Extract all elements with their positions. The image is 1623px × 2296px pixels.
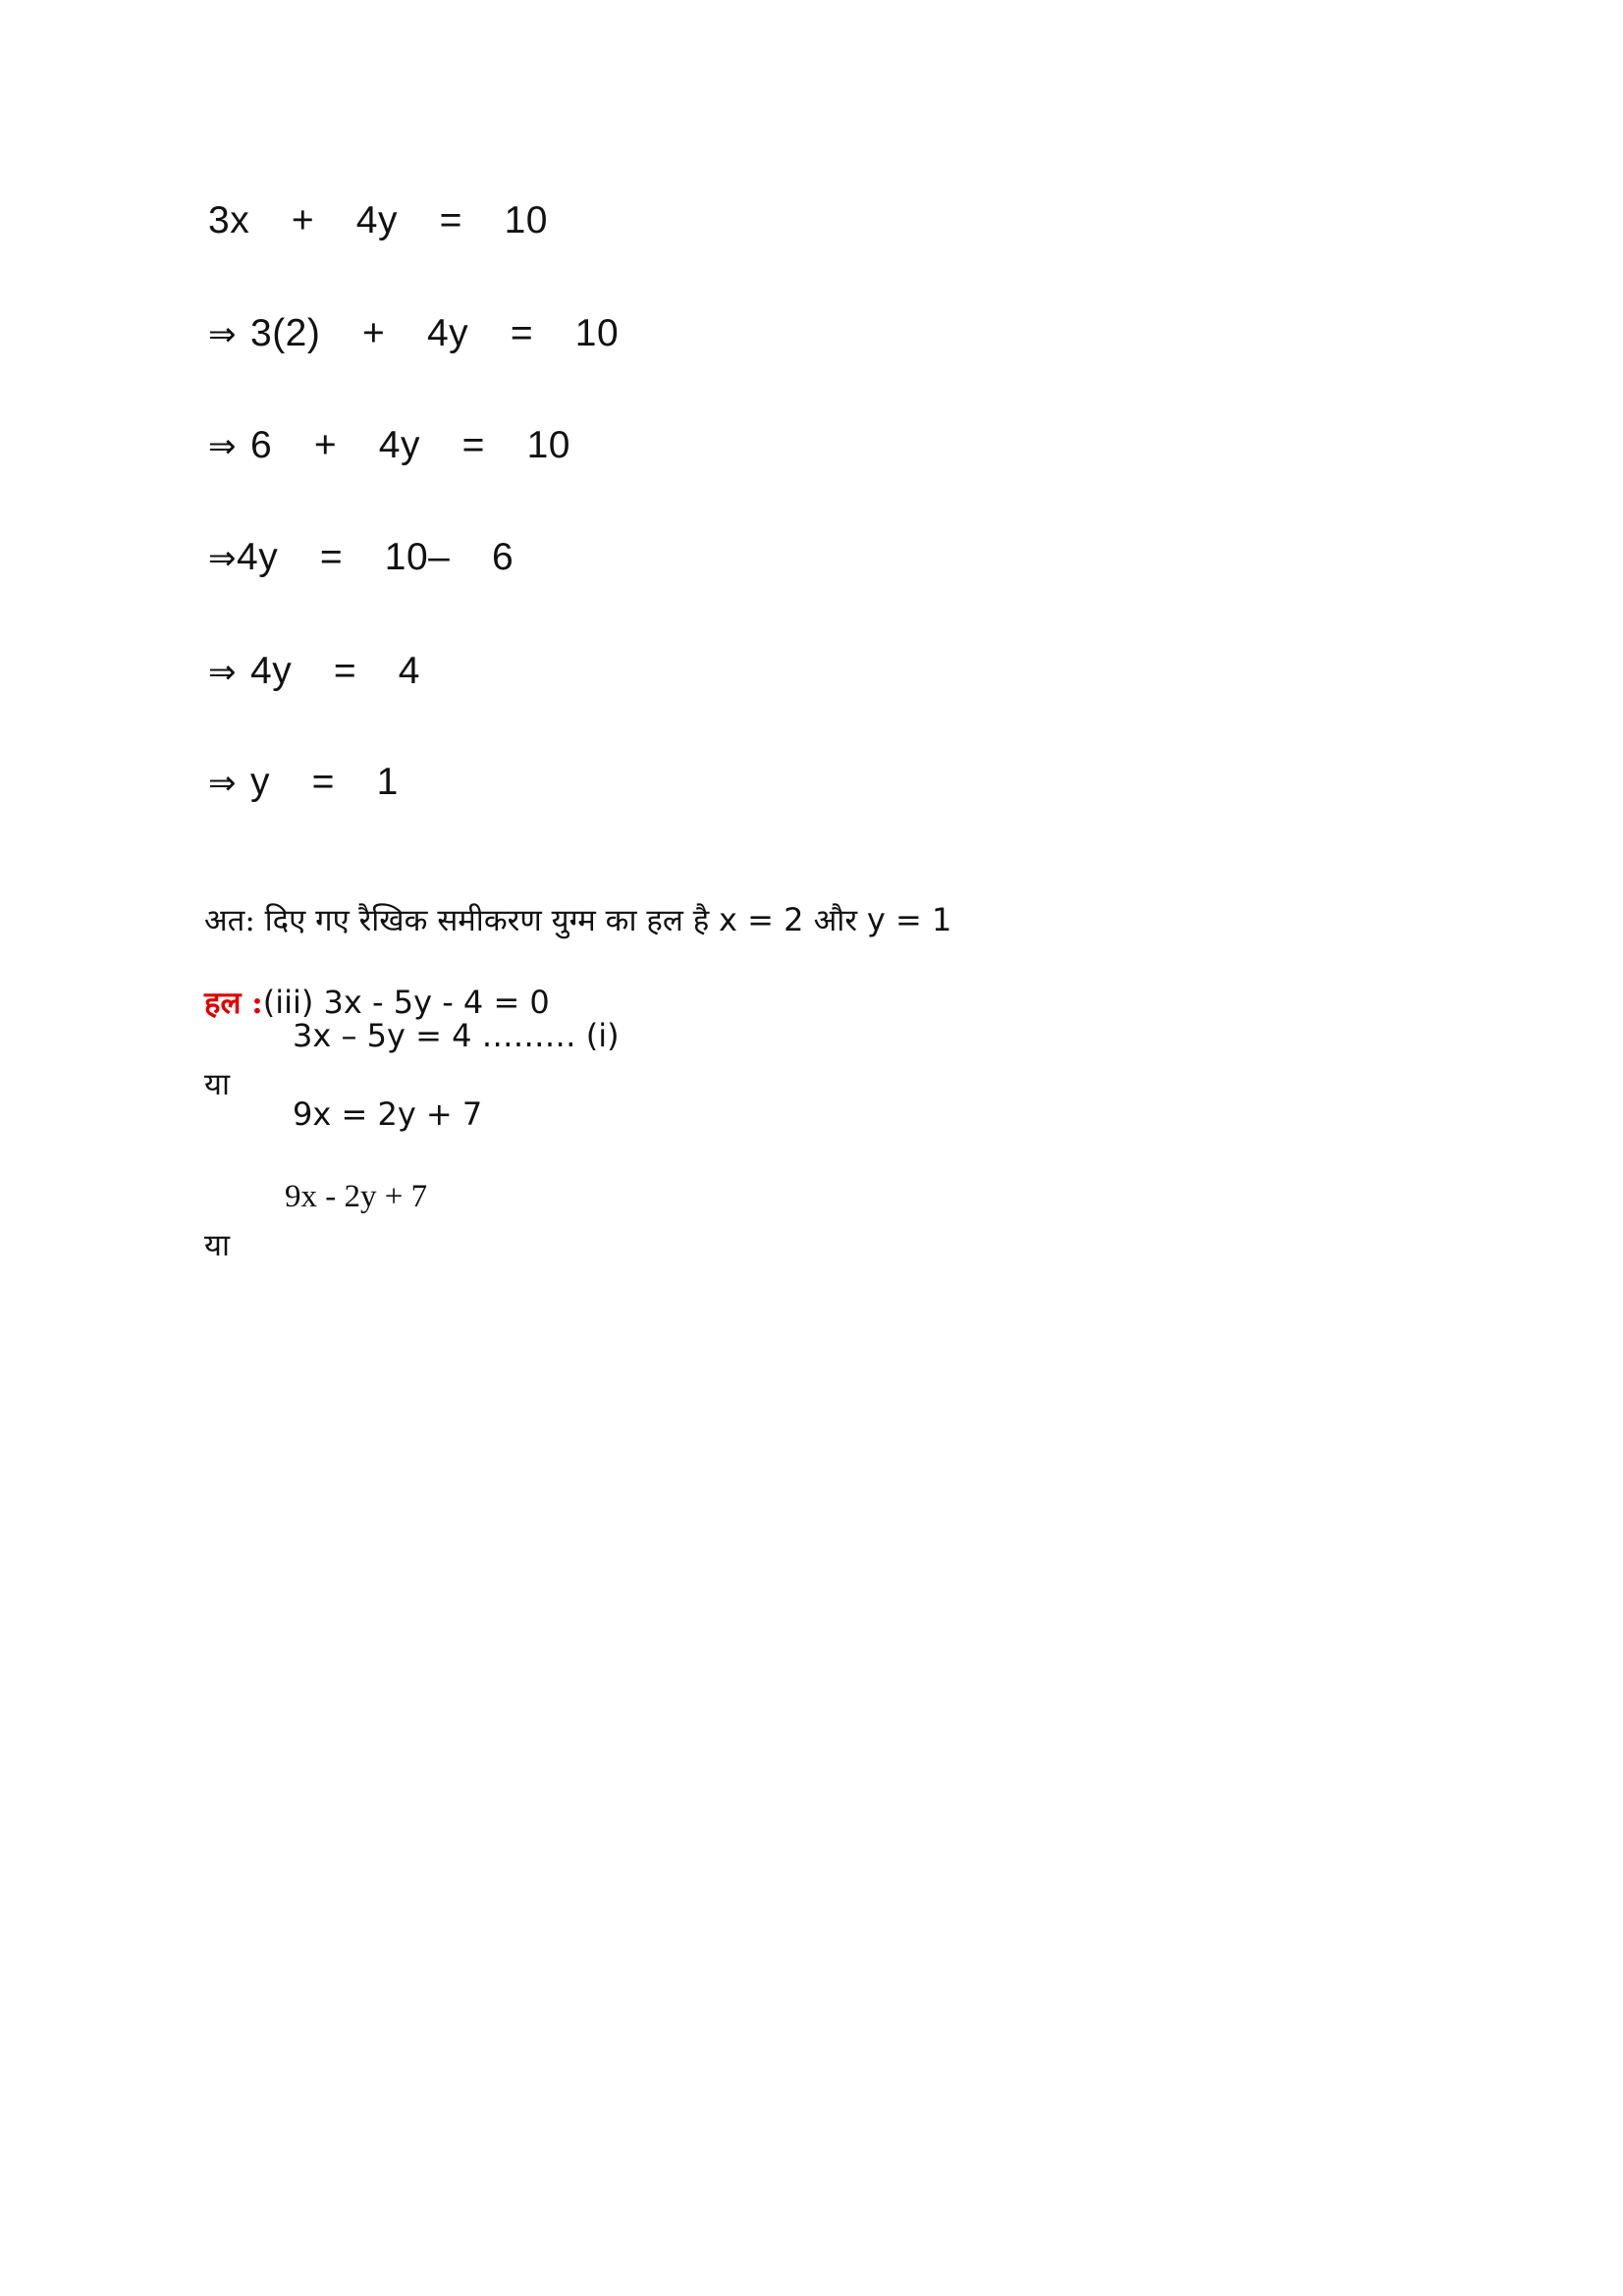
x-value: x = 2 <box>719 901 814 938</box>
equation-step-6 <box>208 758 399 807</box>
step-expression: 6 + 4y = 10 <box>250 424 570 466</box>
implies-icon: ⇒ <box>208 315 237 354</box>
equation-i: 3x – 5y = 4 ……… (i) <box>293 1017 620 1054</box>
solution-heading <box>196 929 550 1021</box>
step-expression: 3(2) + 4y = 10 <box>250 312 620 354</box>
equation-step-1 <box>208 196 548 245</box>
implies-icon: ⇒ <box>208 653 237 692</box>
step-expression: 4y = 10– 6 <box>237 536 514 578</box>
step-expression: y = 1 <box>250 761 399 803</box>
or-line-2 <box>196 1172 428 1263</box>
equation-step-4 <box>208 533 514 582</box>
equation-step-3 <box>208 421 570 470</box>
solution-equation: (iii) 3x - 5y - 4 = 0 <box>262 984 550 1021</box>
step-expression: 3x + 4y = 10 <box>208 199 548 241</box>
implies-icon: ⇒ <box>208 539 237 578</box>
conclusion-text: अत: दिए गए रैखिक समीकरण युग्म का हल है <box>204 903 720 938</box>
and-word: और <box>813 903 867 938</box>
or-word: या <box>204 1067 231 1102</box>
equation-step-2 <box>208 309 619 358</box>
equation-ii: 9x = 2y + 7 <box>293 1095 483 1133</box>
step-expression: 4y = 4 <box>250 650 420 692</box>
implies-icon: ⇒ <box>208 427 237 466</box>
conclusion-line <box>196 846 952 938</box>
y-value: y = 1 <box>866 901 952 938</box>
equation-step-5 <box>208 647 420 696</box>
solution-label: हल : <box>204 986 263 1021</box>
or-line-1 <box>196 1011 620 1102</box>
or-word: या <box>204 1228 231 1263</box>
implies-icon: ⇒ <box>208 764 237 803</box>
equation-rearranged: 9x - 2y + 7 <box>285 1179 428 1214</box>
